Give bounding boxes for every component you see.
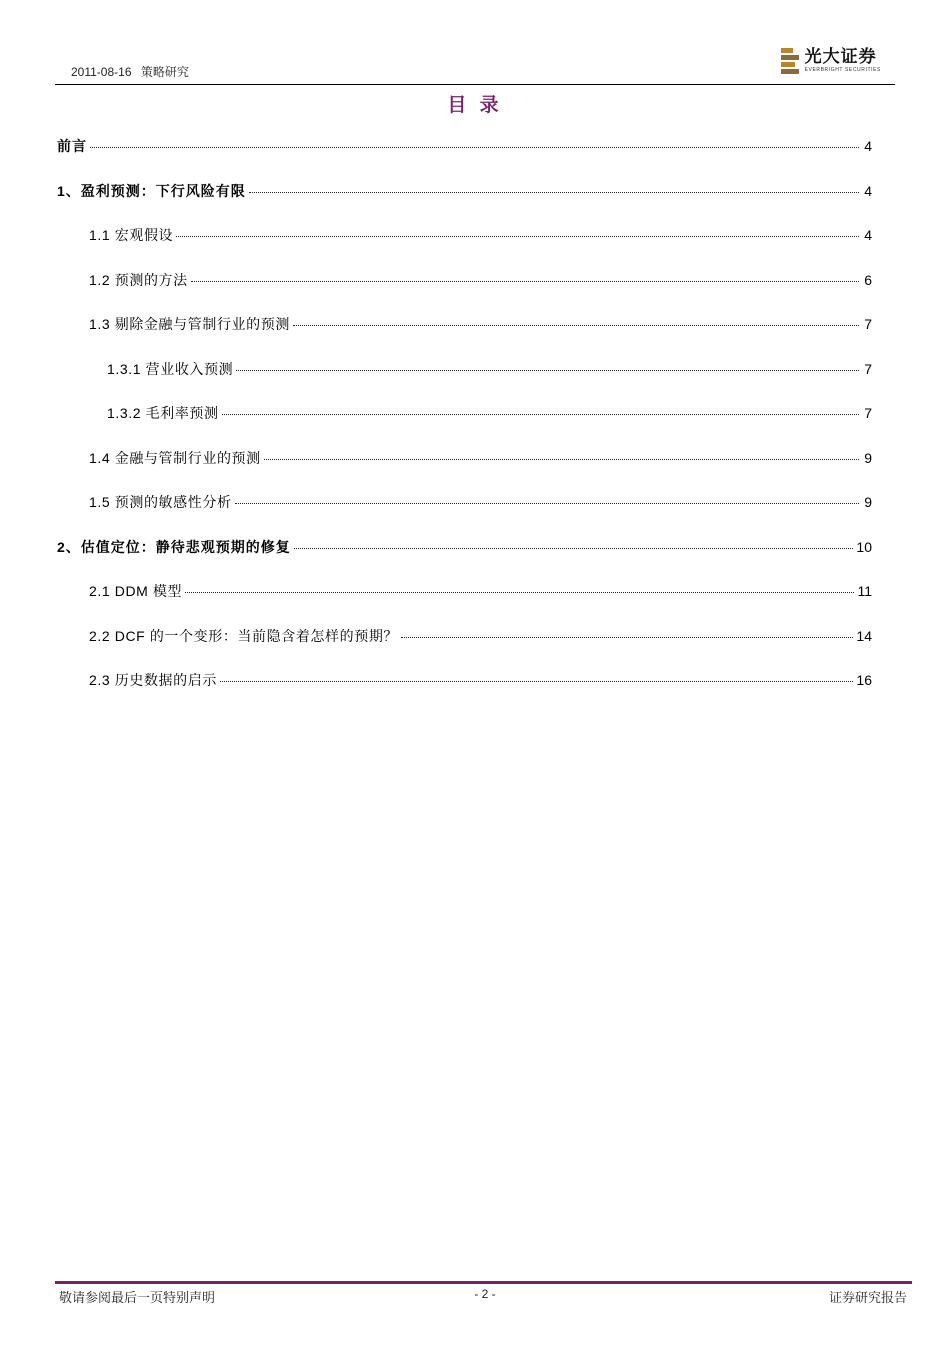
logo-name-en: EVERBRIGHT SECURITIES (804, 67, 881, 73)
toc-entry-page: 4 (864, 182, 872, 199)
footer-doc-type: 证券研究报告 (828, 1291, 907, 1306)
toc-entry[interactable] (57, 581, 872, 605)
toc-dot-leader (176, 236, 859, 237)
toc-entry[interactable] (57, 136, 872, 160)
logo-mark-icon (781, 48, 799, 74)
toc-dot-leader (249, 192, 859, 193)
toc-entry[interactable] (57, 670, 872, 694)
toc-entry[interactable] (57, 225, 872, 249)
toc-entry-page: 4 (864, 138, 872, 154)
toc-entry-label: 1.2 预测的方法 (89, 271, 188, 288)
toc-dot-leader (222, 414, 859, 415)
toc-entry-label: 2.2 DCF 的一个变形：当前隐含着怎样的预期？ (89, 627, 399, 644)
toc-dot-leader (264, 459, 859, 460)
toc-entry-label: 1.3.1 营业收入预测 (107, 360, 234, 377)
toc-entry-page: 7 (864, 405, 872, 421)
toc-dot-leader (236, 370, 859, 371)
toc-entry-page: 14 (856, 627, 872, 644)
toc-dot-leader (90, 147, 859, 148)
toc-entry-label: 前言 (57, 138, 87, 154)
toc-entry-label: 2.1 DDM 模型 (89, 583, 183, 599)
header-meta (71, 63, 195, 80)
toc-entry-label: 1.5 预测的敏感性分析 (89, 494, 232, 510)
toc-entry-page: 16 (856, 672, 872, 688)
toc-entry[interactable] (57, 537, 872, 561)
toc-entry-label: 1.4 金融与管制行业的预测 (89, 449, 261, 466)
footer-disclaimer: 敬请参阅最后一页特别声明 (59, 1291, 216, 1306)
page-number: - 2 - (474, 1287, 496, 1301)
toc-entry[interactable] (57, 448, 872, 472)
toc-entry-page: 7 (864, 316, 872, 332)
logo-name-cn: 光大证券 (804, 47, 877, 67)
toc-dot-leader (294, 548, 854, 549)
toc-entry-page: 6 (864, 271, 872, 288)
toc-entry-page: 11 (857, 583, 872, 599)
footer-divider (55, 1281, 912, 1284)
company-logo (781, 46, 881, 76)
toc-entry[interactable] (57, 492, 872, 516)
page-header (55, 40, 895, 85)
toc-entry-page: 9 (864, 449, 872, 466)
toc-entry-page: 10 (856, 538, 872, 555)
toc-entry[interactable] (57, 403, 872, 427)
toc-dot-leader (235, 503, 859, 504)
toc-dot-leader (220, 681, 853, 682)
toc-entry-page: 4 (864, 227, 872, 243)
toc-entry-label: 1.3.2 毛利率预测 (107, 405, 219, 421)
toc-entry[interactable] (57, 626, 872, 650)
toc-entry[interactable] (57, 359, 872, 383)
toc-entry-label: 2.3 历史数据的启示 (89, 672, 217, 688)
toc-dot-leader (185, 592, 854, 593)
toc-dot-leader (191, 281, 859, 282)
toc-entry-label: 1.3 剔除金融与管制行业的预测 (89, 316, 290, 332)
toc-entry-label: 2、估值定位：静待悲观预期的修复 (57, 538, 291, 555)
toc-entry-label: 1、盈利预测：下行风险有限 (57, 182, 246, 199)
toc-entry[interactable] (57, 314, 872, 338)
toc-entry-label: 1.1 宏观假设 (89, 227, 174, 243)
page-footer (55, 1287, 907, 1307)
report-date: 2011-08-16 (71, 65, 132, 79)
toc-title: 目 录 (447, 95, 503, 116)
report-category: 策略研究 (140, 65, 189, 79)
toc-dot-leader (401, 637, 853, 638)
toc-dot-leader (293, 325, 859, 326)
toc-entry[interactable] (57, 181, 872, 205)
toc-entry-page: 9 (864, 494, 872, 510)
toc-entry-page: 7 (864, 360, 872, 377)
toc-entry[interactable] (57, 270, 872, 294)
